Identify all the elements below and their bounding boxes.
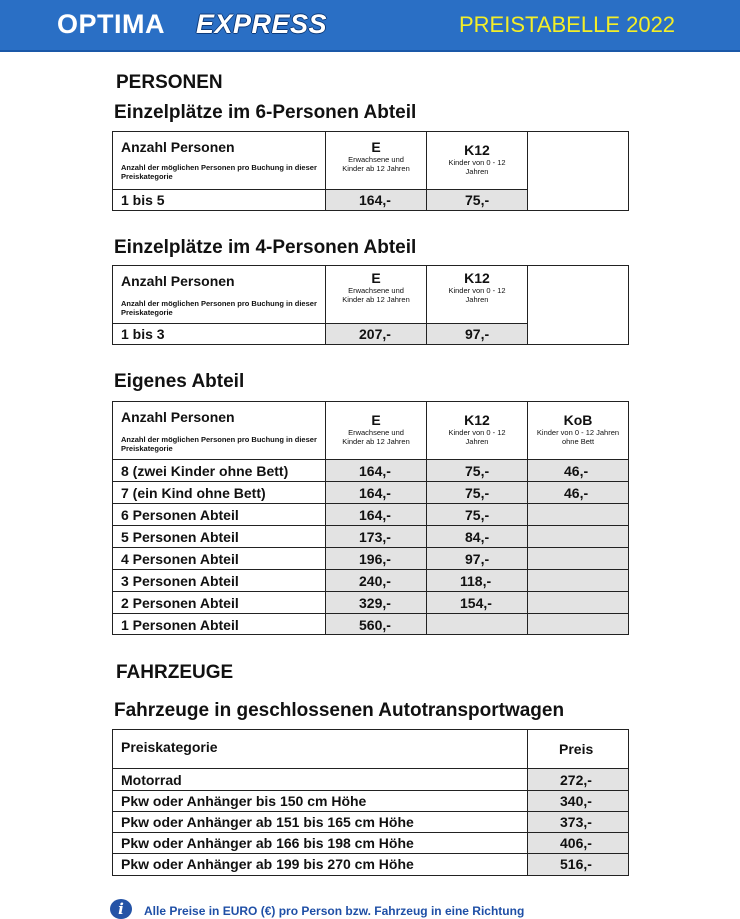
table4-row-price: 516,- xyxy=(560,856,592,872)
col-e-code: E xyxy=(371,412,381,428)
anzahl-header: Anzahl Personen xyxy=(121,139,235,155)
table1-row-label: 1 bis 5 xyxy=(121,192,165,208)
col-k12-desc: Kinder von 0 - 12 Jahren xyxy=(448,286,506,304)
col-e-desc: Erwachsene und Kinder ab 12 Jahren xyxy=(342,155,410,173)
table3-row-e: 329,- xyxy=(359,595,391,611)
page-title: PREISTABELLE 2022 xyxy=(459,12,676,37)
header-bar xyxy=(0,0,740,52)
col-e-code: E xyxy=(371,139,381,155)
table3-row-label: 4 Personen Abteil xyxy=(121,551,239,567)
table3-row-kob: 46,- xyxy=(564,485,589,501)
table2-row-label: 1 bis 3 xyxy=(121,326,165,342)
table4-row-label: Pkw oder Anhänger ab 151 bis 165 cm Höhe xyxy=(121,814,414,830)
table2-row-k12: 97,- xyxy=(465,326,490,342)
table3-row-label: 1 Personen Abteil xyxy=(121,617,239,633)
section-title-vehicles: FAHRZEUGE xyxy=(116,662,234,683)
col-k12-code: K12 xyxy=(464,270,490,286)
table4-row-label: Pkw oder Anhänger ab 166 bis 198 cm Höhe xyxy=(121,835,414,851)
table3-row-label: 3 Personen Abteil xyxy=(121,573,239,589)
anzahl-note: Anzahl der möglichen Personen pro Buchung in dieser Preiskategorie xyxy=(121,299,317,317)
table3-title: Eigenes Abteil xyxy=(114,371,245,392)
col-e-code: E xyxy=(371,270,381,286)
table3-row-label: 2 Personen Abteil xyxy=(121,595,239,611)
table3-row-label: 7 (ein Kind ohne Bett) xyxy=(121,485,266,501)
info-icon: i xyxy=(110,899,132,919)
table2-title: Einzelplätze im 4-Personen Abteil xyxy=(114,237,417,258)
table3-row-e: 164,- xyxy=(359,463,391,479)
category-header: Preiskategorie xyxy=(121,739,218,755)
table3 xyxy=(112,401,629,635)
table3-row-k12: 75,- xyxy=(465,485,490,501)
table3-row-label: 6 Personen Abteil xyxy=(121,507,239,523)
table3-row-label: 8 (zwei Kinder ohne Bett) xyxy=(121,463,289,479)
price-footnote: Alle Preise in EURO (€) pro Person bzw. Fahrzeug in eine Richtung xyxy=(144,904,525,918)
table4-row-label: Pkw oder Anhänger bis 150 cm Höhe xyxy=(121,793,367,809)
table3-row-k12: 154,- xyxy=(460,595,492,611)
brand-optima: OPTIMA xyxy=(57,9,165,39)
table3-row-e: 196,- xyxy=(359,551,391,567)
col-kob-code: KoB xyxy=(563,412,593,428)
col-k12-desc: Kinder von 0 - 12 Jahren xyxy=(448,158,506,176)
table3-row-k12: 97,- xyxy=(465,551,490,567)
table3-row-k12: 75,- xyxy=(465,507,490,523)
table3-row-k12: 75,- xyxy=(465,463,490,479)
table3-row-e: 164,- xyxy=(359,507,391,523)
section-title-persons: PERSONEN xyxy=(116,72,223,93)
table2-row-e: 207,- xyxy=(359,326,391,342)
col-kob-desc: Kinder von 0 - 12 Jahren ohne Bett xyxy=(536,428,620,446)
anzahl-header: Anzahl Personen xyxy=(121,273,235,289)
table1-row-k12: 75,- xyxy=(465,192,490,208)
table4-title: Fahrzeuge in geschlossenen Autotransportwagen xyxy=(114,700,565,721)
table1 xyxy=(112,131,629,211)
anzahl-header: Anzahl Personen xyxy=(121,409,235,425)
table3-row-e: 173,- xyxy=(359,529,391,545)
brand-express: EXPRESS xyxy=(196,9,328,39)
table3-row-kob: 46,- xyxy=(564,463,589,479)
table3-row-e: 240,- xyxy=(359,573,391,589)
table4-row-price: 406,- xyxy=(560,835,592,851)
table4-row-price: 373,- xyxy=(560,814,592,830)
table1-title: Einzelplätze im 6-Personen Abteil xyxy=(114,102,417,123)
table3-row-e: 560,- xyxy=(359,617,391,633)
table4-row-price: 272,- xyxy=(560,772,592,788)
table4 xyxy=(112,729,629,876)
table1-row-e: 164,- xyxy=(359,192,391,208)
col-e-desc: Erwachsene und Kinder ab 12 Jahren xyxy=(342,286,410,304)
table4-row-price: 340,- xyxy=(560,793,592,809)
price-header: Preis xyxy=(559,741,594,757)
table4-row-label: Pkw oder Anhänger ab 199 bis 270 cm Höhe xyxy=(121,856,414,872)
table3-row-e: 164,- xyxy=(359,485,391,501)
table2 xyxy=(112,265,629,345)
anzahl-note: Anzahl der möglichen Personen pro Buchung in dieser Preiskategorie xyxy=(121,163,317,181)
table3-row-k12: 118,- xyxy=(460,573,492,589)
col-k12-code: K12 xyxy=(464,412,490,428)
col-k12-desc: Kinder von 0 - 12 Jahren xyxy=(448,428,506,446)
col-k12-code: K12 xyxy=(464,142,490,158)
anzahl-note: Anzahl der möglichen Personen pro Buchung in dieser Preiskategorie xyxy=(121,435,317,453)
table4-row-label: Motorrad xyxy=(121,772,182,788)
col-e-desc: Erwachsene und Kinder ab 12 Jahren xyxy=(342,428,410,446)
table3-row-label: 5 Personen Abteil xyxy=(121,529,239,545)
table3-row-k12: 84,- xyxy=(465,529,490,545)
